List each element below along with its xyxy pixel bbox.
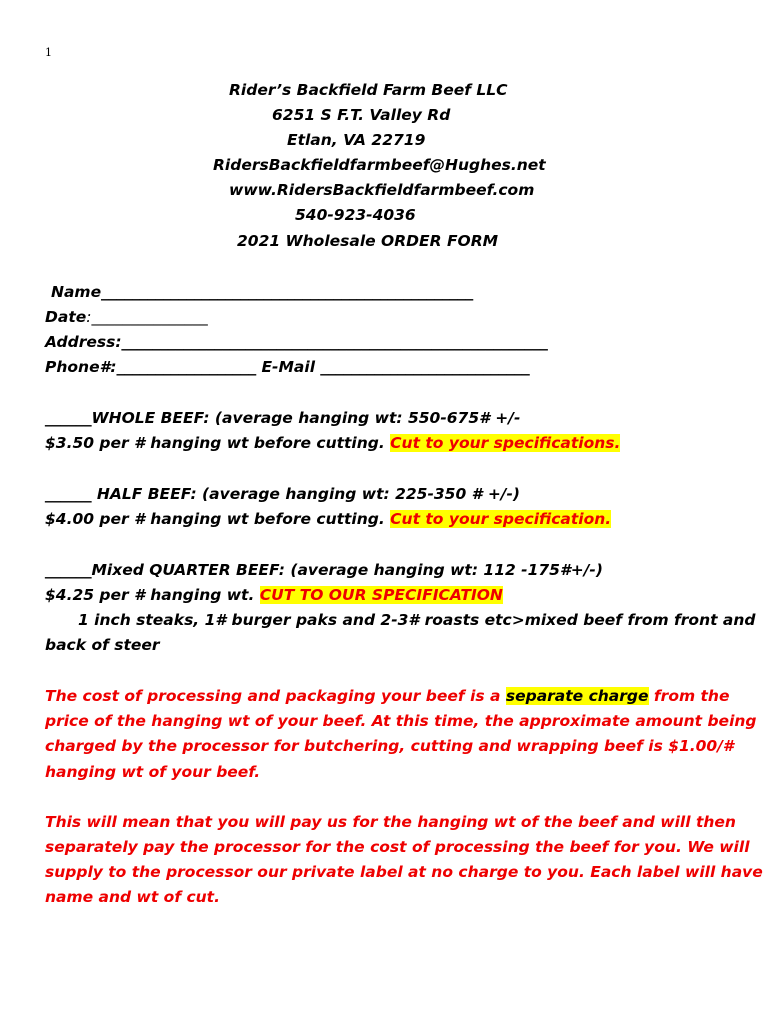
street-address: 6251 S F.T. Valley Rd [272, 106, 451, 124]
address-field: Address:_______________________________________________________ [45, 333, 548, 351]
half-beef-price-text: $4.00 per # hanging wt before cutting. [45, 510, 391, 528]
whole-beef-line: ______WHOLE BEEF: (average hanging wt: 550-675# +/- [45, 409, 521, 427]
whole-beef-price [45, 433, 620, 453]
notice1-line2: price of the hanging wt of your beef. At this time, the approximate amount being [45, 712, 757, 730]
notice1-line1 [45, 686, 729, 706]
date-label: Date [45, 308, 87, 326]
quarter-beef-line: ______Mixed QUARTER BEEF: (average hanging wt: 112 -175#+/-) [45, 561, 603, 579]
quarter-beef-price [45, 585, 503, 605]
city-state-zip: Etlan, VA 22719 [287, 131, 426, 149]
half-beef-highlight: Cut to your specification. [390, 510, 612, 528]
date-blank: :_______________ [86, 308, 208, 326]
notice1-line4: hanging wt of your beef. [45, 763, 261, 781]
whole-beef-price-text: $3.50 per # hanging wt before cutting. [45, 434, 391, 452]
notice2-line2: separately pay the processor for the cost of processing the beef for you. We will [45, 838, 750, 856]
date-field [45, 307, 208, 327]
quarter-beef-highlight: CUT TO OUR SPECIFICATION [259, 586, 503, 604]
email-address: RidersBackfieldfarmbeef@Hughes.net [213, 156, 546, 174]
form-title: 2021 Wholesale ORDER FORM [237, 232, 499, 250]
notice1-line1-b: from the [648, 687, 730, 705]
notice2-line3: supply to the processor our private label at no charge to you. Each label will have [45, 863, 763, 881]
notice1-line1-a: The cost of processing and packaging your beef is a [45, 687, 506, 705]
phone-number: 540-923-4036 [295, 206, 416, 224]
half-beef-price [45, 509, 611, 529]
notice2-line4: name and wt of cut. [45, 888, 220, 906]
website: www.RidersBackfieldfarmbeef.com [229, 181, 535, 199]
quarter-beef-detail-cont: back of steer [45, 636, 160, 654]
name-field: Name________________________________________________ [51, 283, 474, 301]
quarter-beef-price-text: $4.25 per # hanging wt. [45, 586, 260, 604]
quarter-beef-detail: 1 inch steaks, 1# burger paks and 2-3# roasts etc>mixed beef from front and [78, 611, 756, 629]
notice1-line3: charged by the processor for butchering, cutting and wrapping beef is $1.00/# [45, 737, 734, 755]
phone-email-field: Phone#:__________________ E-Mail ___________________________ [45, 358, 530, 376]
company-name: Rider’s Backfield Farm Beef LLC [229, 81, 508, 99]
separate-charge-highlight: separate charge [505, 687, 649, 705]
notice2-line1: This will mean that you will pay us for the hanging wt of the beef and will then [45, 813, 736, 831]
whole-beef-highlight: Cut to your specifications. [390, 434, 621, 452]
half-beef-line: ______ HALF BEEF: (average hanging wt: 225-350 # +/-) [45, 485, 520, 503]
page-number: 1 [45, 46, 52, 59]
